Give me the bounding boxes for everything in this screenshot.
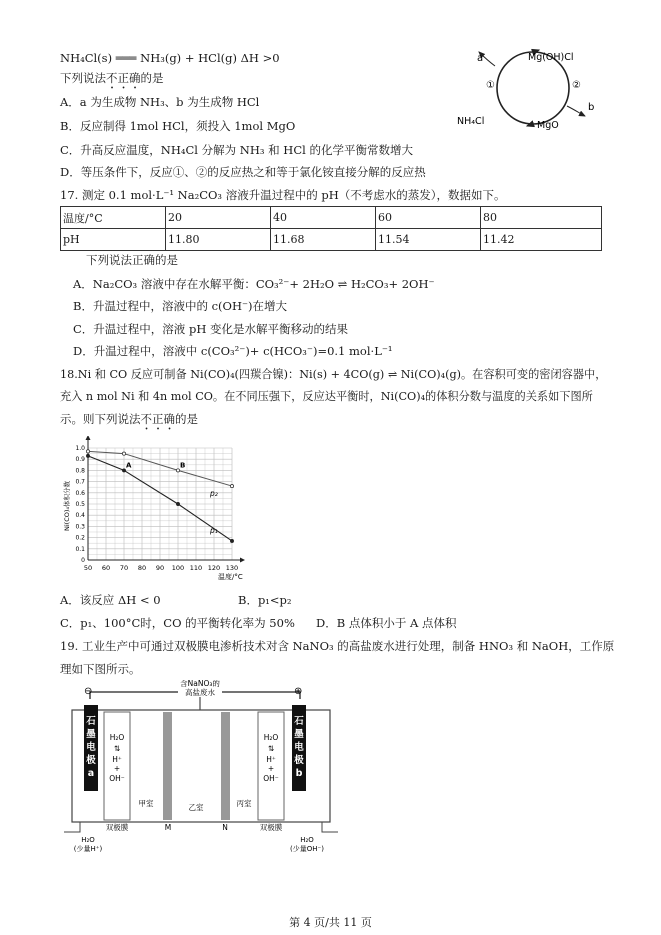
table-cell: 11.54 <box>376 229 481 251</box>
data-point <box>86 450 89 453</box>
q18-chart <box>60 436 250 586</box>
chamber-2-label: 乙室 <box>188 803 204 812</box>
q18-line1: 18.Ni 和 CO 反应可制备 Ni(CO)₄(四羰合镍)：Ni(s) + 4CO(g) ⇌ Ni(CO)₄(g)。在容积可变的密闭容器中， <box>60 368 607 381</box>
q17-option-d: D．升温过程中，溶液中 c(CO₃²⁻)+ c(HCO₃⁻)=0.1 mol·L⁻¹ <box>73 344 393 358</box>
inlet-right-1: H₂O <box>300 836 314 844</box>
q18-line3-pre: 示。则下列说法 <box>60 412 141 426</box>
table-row <box>61 229 602 251</box>
data-point <box>230 539 233 542</box>
left-bpm-text: OH⁻ <box>109 774 125 783</box>
x-tick-label: 70 <box>119 564 129 572</box>
y-tick-label: 0.9 <box>75 456 85 464</box>
electrode-b-char: 极 <box>294 755 304 766</box>
q17-question: 下列说法正确的是 <box>86 253 178 267</box>
q19-electrolysis-diagram <box>60 680 350 855</box>
y-tick-label: 0.7 <box>75 478 85 486</box>
inlet-left-1: H₂O <box>81 836 95 844</box>
left-bpm-text: + <box>113 764 121 773</box>
feed-label-2: 高盐废水 <box>185 688 215 697</box>
membrane-n <box>221 712 230 820</box>
diagram-label-b: b <box>588 102 595 113</box>
chamber-3-label: 丙室 <box>236 799 252 808</box>
inlet-right-2: (少量OH⁻) <box>290 845 324 853</box>
electrode-a-char: 极 <box>86 755 96 766</box>
right-bpm-text: H₂O <box>263 733 279 742</box>
chamber-1-label: 甲室 <box>138 799 154 808</box>
q17-stem: 17. 测定 0.1 mol·L⁻¹ Na₂CO₃ 溶液升温过程中的 pH（不考虑水的蒸发），数据如下。 <box>60 188 506 202</box>
table-cell: 11.42 <box>481 229 602 251</box>
diagram-label-top: Mg(OH)Cl <box>528 52 574 63</box>
membrane-m <box>163 712 172 820</box>
membrane-n-label: N <box>222 823 228 832</box>
chart-axes <box>86 436 246 563</box>
minus-icon: ⊖ <box>84 686 93 697</box>
y-tick-label: 0.8 <box>75 467 85 475</box>
x-tick-label: 90 <box>155 564 165 572</box>
table-cell: 80 <box>481 207 602 229</box>
q16-stem-emph: 不正确 <box>106 71 141 85</box>
electrode-b-char: 石 <box>294 716 304 727</box>
q16-option-b: B．反应制得 1mol HCl，须投入 1mol MgO <box>60 119 296 133</box>
data-point <box>86 454 89 457</box>
electrode-b-char: 墨 <box>294 729 304 740</box>
inlet-left-2: (少量H⁺) <box>73 845 103 853</box>
x-tick-label: 50 <box>83 564 93 572</box>
left-bpm-text: H⁺ <box>112 755 122 764</box>
q18-option-c: C．p₁、100°C时，CO 的平衡转化率为 50% <box>60 616 295 630</box>
y-tick-label: 0.5 <box>75 501 85 508</box>
series-label: p₂ <box>210 489 218 499</box>
q17-option-a: A．Na₂CO₃ 溶液中存在水解平衡：CO₃²⁻+ 2H₂O ⇌ H₂CO₃+ 2OH⁻ <box>73 277 435 291</box>
table-cell: 11.80 <box>166 229 271 251</box>
q18-line3-post: 的是 <box>175 412 198 426</box>
data-point <box>176 502 179 505</box>
electrode-b-char: 电 <box>294 742 304 753</box>
q16-stem <box>60 70 164 92</box>
q16-cycle-diagram <box>455 44 615 134</box>
q19-line1: 19. 工业生产中可通过双极膜电渗析技术对含 NaNO₃ 的高盐废水进行处理，制备 HNO₃ 和 NaOH，工作原 <box>60 639 615 653</box>
y-tick-label: 1.0 <box>75 445 85 452</box>
electrode-a-char: a <box>87 768 95 779</box>
x-tick-label: 100 <box>171 564 185 572</box>
y-tick-label: 0.4 <box>75 512 85 520</box>
table-row <box>61 207 602 229</box>
point-label: A <box>126 461 132 470</box>
right-bpm-text: + <box>267 764 275 773</box>
x-tick-label: 60 <box>101 564 111 572</box>
right-bpm-text: ⇅ <box>267 744 275 753</box>
left-bpm-text: ⇅ <box>113 744 121 753</box>
q16-stem-post: 的是 <box>140 71 164 85</box>
x-tick-label: 130 <box>225 564 239 572</box>
chart-ylabel: Ni(CO)₄体积分数 <box>63 480 71 532</box>
q16-option-d: D．等压条件下，反应①、②的反应热之和等于氯化铵直接分解的反应热 <box>60 165 426 179</box>
table-cell: 60 <box>376 207 481 229</box>
data-point <box>230 484 233 487</box>
point-label: B <box>180 461 186 470</box>
q16-option-a: A．a 为生成物 NH₃、b 为生成物 HCl <box>60 95 260 109</box>
feed-label-1: 含NaNO₃的 <box>180 680 220 688</box>
q17-table <box>60 206 602 251</box>
table-cell: 温度/°C <box>61 207 166 229</box>
q17-option-c: C．升温过程中，溶液 pH 变化是水解平衡移动的结果 <box>73 322 348 336</box>
x-tick-label: 80 <box>137 564 147 572</box>
q18-option-a: A．该反应 ΔH < 0 <box>60 593 161 607</box>
table-cell: pH <box>61 229 166 251</box>
table-cell: 20 <box>166 207 271 229</box>
diagram-label-left: NH₄Cl <box>457 116 485 127</box>
membrane-m-label: M <box>164 823 172 832</box>
q18-option-d: D．B 点体积小于 A 点体积 <box>316 616 457 630</box>
q18-line3-emph: 不正确 <box>140 412 175 426</box>
data-point <box>122 452 125 455</box>
right-bpm-text: OH⁻ <box>263 774 279 783</box>
x-tick-label: 120 <box>207 564 221 572</box>
diagram-label-a: a <box>477 53 484 64</box>
y-tick-label: 0.3 <box>75 523 85 531</box>
table-cell: 11.68 <box>271 229 376 251</box>
right-bpm-text: H⁺ <box>266 755 276 764</box>
q16-stem-pre: 下列说法 <box>60 71 106 85</box>
y-tick-label: 0.1 <box>75 545 85 553</box>
q17-option-b: B．升温过程中，溶液中的 c(OH⁻)在增大 <box>73 299 288 313</box>
q18-option-b: B．p₁<p₂ <box>238 593 292 607</box>
x-tick-label: 110 <box>189 564 203 572</box>
q16-option-c: C．升高反应温度，NH₄Cl 分解为 NH₃ 和 HCl 的化学平衡常数增大 <box>60 143 413 157</box>
y-tick-label: 0 <box>81 557 85 564</box>
electrode-a-char: 石 <box>86 716 96 727</box>
q18-line2: 充入 n mol Ni 和 4n mol CO。在不同压强下，反应达平衡时，Ni(CO)₄的体积分数与温度的关系如下图所 <box>60 390 593 403</box>
x-axis-arrow <box>240 558 245 563</box>
series-label: p₁ <box>210 525 218 535</box>
y-tick-label: 0.2 <box>75 534 85 542</box>
y-axis-arrow <box>86 436 91 440</box>
arrow-b <box>567 106 585 116</box>
chart-xlabel: 温度/°C <box>218 573 243 581</box>
bpm-label-left: 双极膜 <box>105 823 129 832</box>
q19-line2: 理如下图所示。 <box>60 662 141 676</box>
diagram-step2: ② <box>572 80 581 91</box>
table-cell: 40 <box>271 207 376 229</box>
page-footer: 第 4 页/共 11 页 <box>289 916 372 929</box>
bpm-label-right: 双极膜 <box>259 823 283 832</box>
diagram-label-bottom: MgO <box>537 120 559 131</box>
q18-line3 <box>60 411 198 433</box>
electrode-a-char: 电 <box>86 742 96 753</box>
y-tick-label: 0.6 <box>75 489 85 497</box>
electrode-a-char: 墨 <box>86 729 96 740</box>
electrode-b-char: b <box>295 768 303 779</box>
plus-icon: ⊕ <box>294 686 303 697</box>
q16-equation: NH₄Cl(s) ═══ NH₃(g) + HCl(g) ΔH >0 <box>60 51 280 65</box>
diagram-step1: ① <box>486 80 495 91</box>
left-bpm-text: H₂O <box>109 733 125 742</box>
